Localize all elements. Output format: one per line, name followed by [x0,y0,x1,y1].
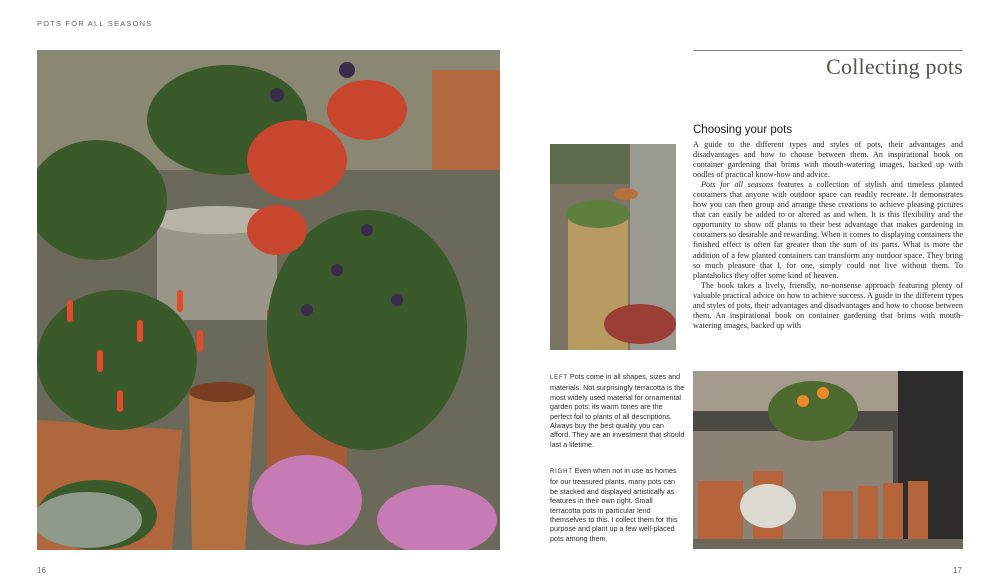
caption-text: Even when not in use as homes for our treasured plants, many pots can be stacked and displayed artistically as features in their own right. Small terracotta pots in particular lend themselves to this. I collect them for this purpose and plant up a few well-placed pots among them. [550,466,678,543]
caption-text: Pots come in all shapes, sizes and materials. Not surprisingly terracotta is the most widely used material for ornamental garden pots; its warm tones are the perfect foil to plants of all descriptions. Always buy the best quality you can afford. They are an investment that should last a lifetime. [550,372,685,449]
running-head: POTS FOR ALL SEASONS [37,19,153,28]
caption-left [550,372,685,449]
photo-chimney-pot-planter-art [550,144,676,350]
caption-tag: LEFT [550,375,568,381]
photo-planted-containers-art [37,50,500,550]
body-paragraph-text: The book takes a lively, friendly, no-nonsense approach featuring plenty of valuable practical advice on how to achieve success. A guide to the different types and styles of pots, their advantages and disadvantages and how to choose between them. An inspirational book on container gardening that brims with mouth-watering images, backed up with [693,280,963,330]
body-paragraph-text: features a collection of stylish and timeless planted containers that anyone with outdoor space can readily recreate. It demonstrates how you can then group and arrange these creations to achieve pleasing pictures that can easily be added to or altered as and when. It is this flexibility and the opportunity to show off plants to their best advantage that makes gardening in containers so desirable and rewarding. When it comes to displaying containers the finished effect is often far greater than the sum of its parts. What is more the addition of a few planted containers can transform any outdoor space. They bring so much pleasure that I, for one, simply could not live without them. To plantaholics they offer some kind of heaven. [693,180,963,280]
section-heading: Choosing your pots [693,124,793,136]
chapter-title: Collecting pots [826,54,963,79]
photo-planted-containers [37,50,500,550]
body-paragraph [693,281,963,331]
photo-chimney-pot-planter [550,144,676,350]
page-number-right: 17 [953,566,962,575]
body-text [693,140,963,331]
body-paragraph-text: A guide to the different types and styles of pots, their advantages and disadvantages and how to choose between them. An inspirational book on container gardening that brims with mouth-watering images, backed up with oodles of practical know-how and advice. [693,140,963,180]
caption-right [550,466,685,543]
photo-stacked-terracotta-pots [693,371,963,549]
book-title-italic: Pots for all seasons [701,180,774,190]
photo-stacked-terracotta-pots-art [693,371,963,549]
title-rule [693,50,963,51]
body-paragraph [693,180,963,280]
caption-tag: RIGHT [550,469,573,475]
page-number-left: 16 [37,566,46,575]
body-paragraph [693,140,963,180]
